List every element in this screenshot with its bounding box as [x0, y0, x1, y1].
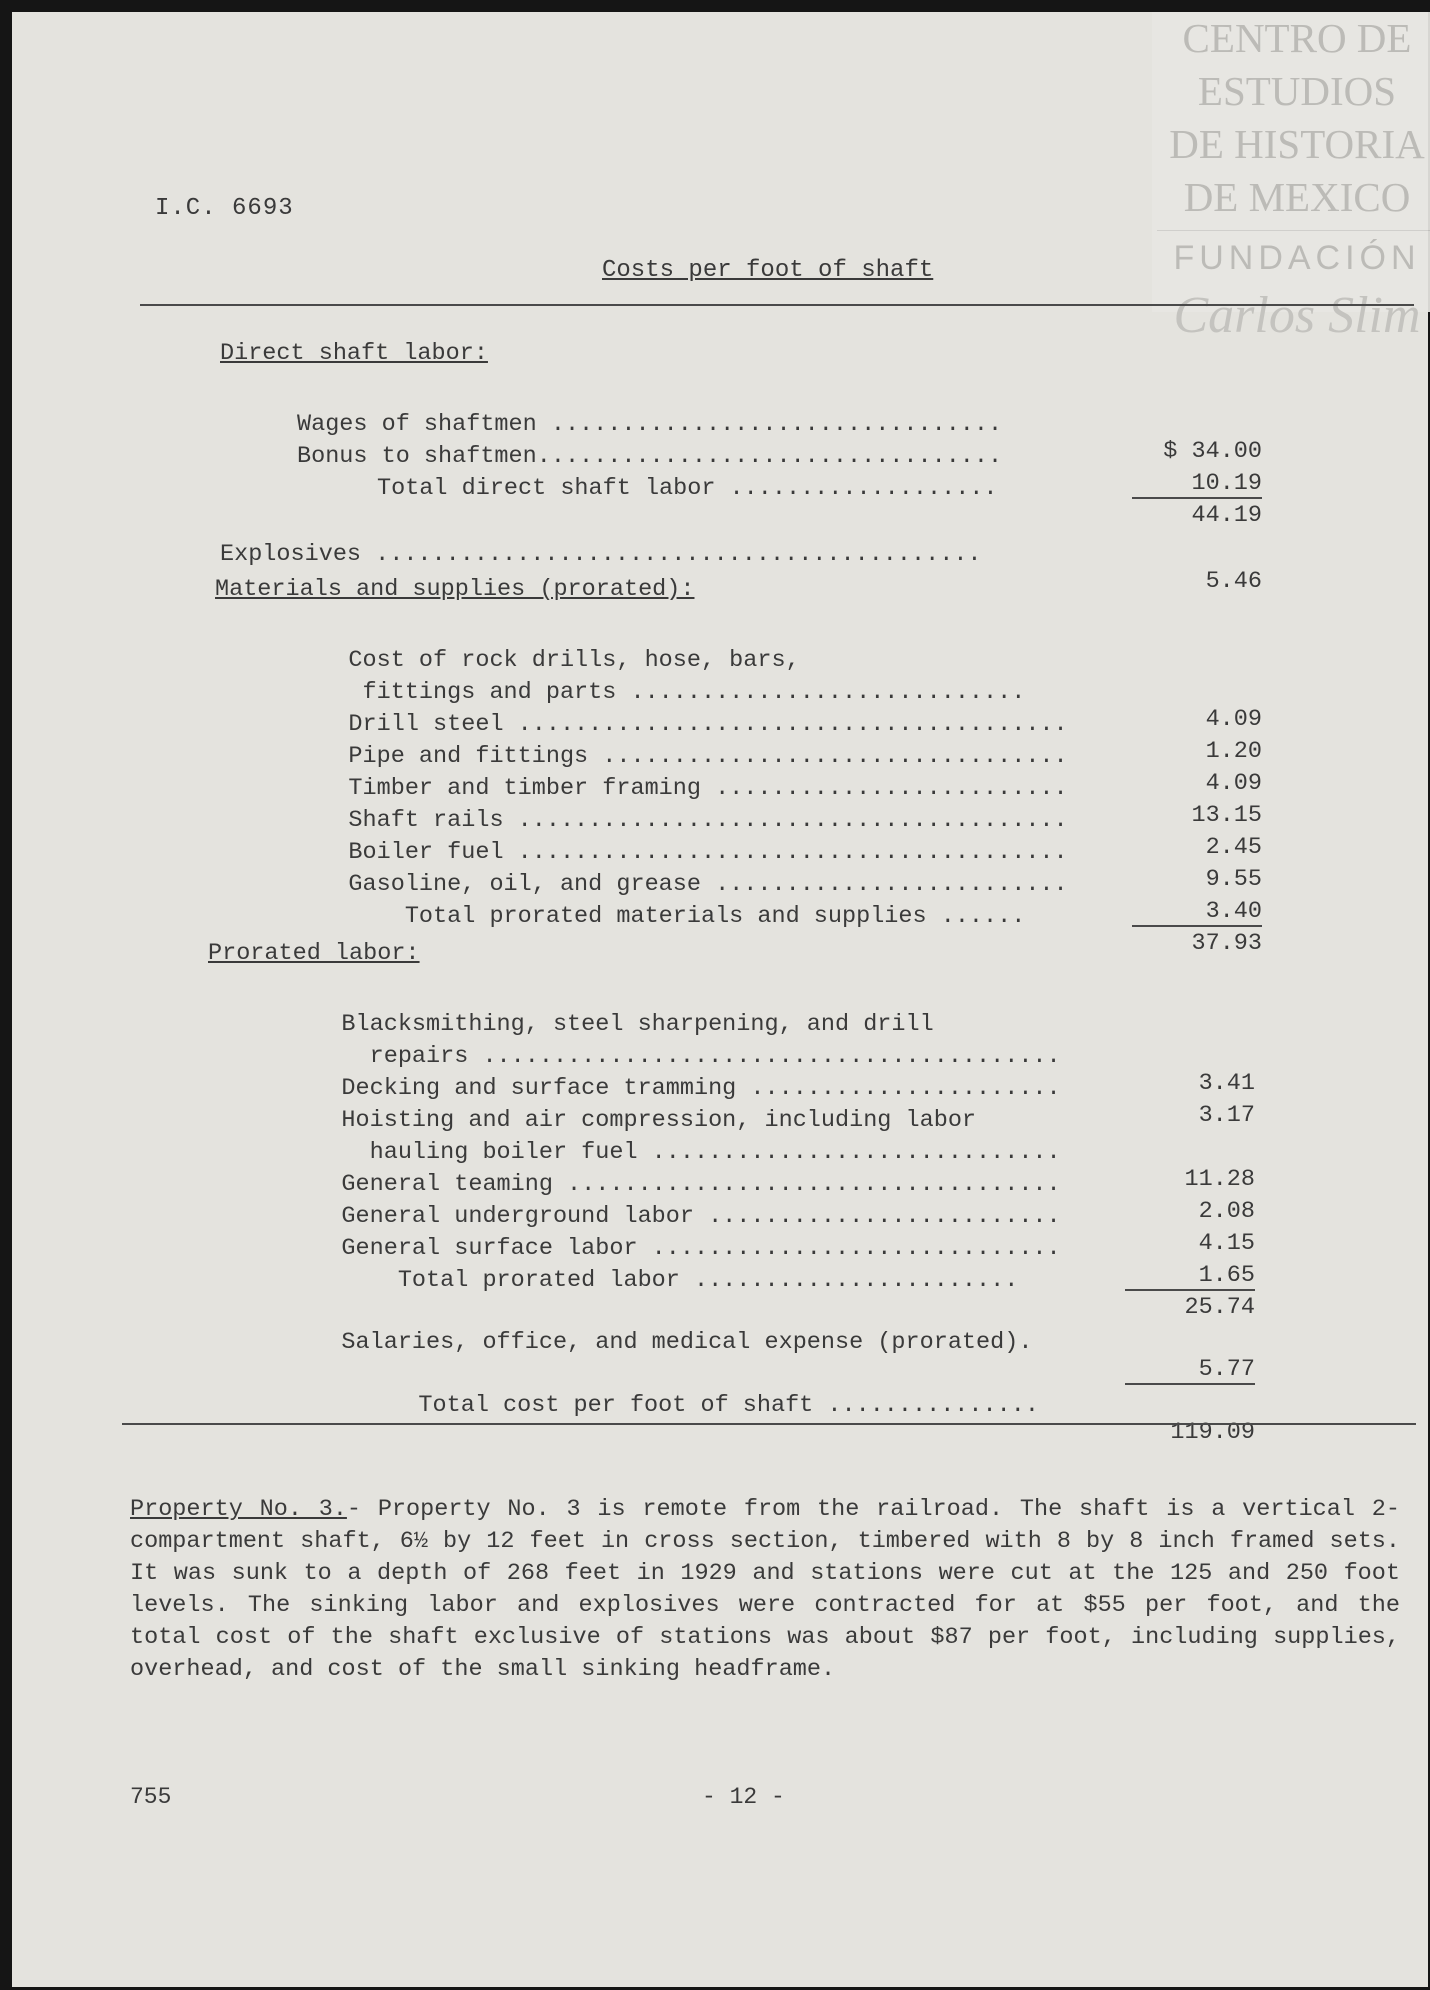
row-amount: 13.15	[1191, 802, 1262, 829]
row-label: repairs .........................................	[341, 1043, 1061, 1070]
row-amount: 10.19	[1132, 470, 1262, 499]
watermark-line: ESTUDIOS	[1197, 68, 1397, 114]
page-number: - 12 -	[702, 1784, 785, 1810]
row-label: Gasoline, oil, and grease .........................	[348, 871, 1068, 898]
row-label: Pipe and fittings .................................	[348, 743, 1068, 770]
watermark-signature: Carlos Slim	[1173, 287, 1421, 344]
row-label: hauling boiler fuel .............................	[341, 1139, 1061, 1166]
row-amount: 1.65	[1125, 1262, 1255, 1291]
row-amount: 11.28	[1184, 1166, 1255, 1193]
row-amount: 44.19	[1191, 502, 1262, 529]
footer-number: 755	[130, 1784, 172, 1810]
row-amount: 5.46	[1205, 568, 1262, 595]
row-amount: 119.09	[1170, 1419, 1255, 1446]
row-amount: 4.09	[1205, 770, 1262, 797]
row-label: General surface labor .............................	[341, 1235, 1061, 1262]
watermark-line: DE MEXICO	[1183, 174, 1411, 220]
row-label: General underground labor .........................	[341, 1203, 1061, 1230]
row-amount: 25.74	[1184, 1294, 1255, 1321]
row-amount: 3.41	[1198, 1070, 1255, 1097]
row-amount: $ 34.00	[1163, 438, 1262, 465]
section-heading-prorated-labor: Prorated labor:	[208, 940, 420, 967]
row-amount: 3.40	[1132, 898, 1262, 927]
row-label: Boiler fuel .......................................	[348, 839, 1068, 866]
row-amount: 5.77	[1125, 1356, 1255, 1385]
row-label: General teaming ...................................	[341, 1171, 1061, 1198]
row-label: Salaries, office, and medical expense (prorated).	[341, 1329, 1033, 1356]
row-label: Blacksmithing, steel sharpening, and drill	[341, 1011, 934, 1038]
archive-watermark	[1152, 12, 1430, 344]
row-label: Wages of shaftmen ................................	[297, 411, 1003, 438]
row-label: Timber and timber framing .........................	[348, 775, 1068, 802]
property-paragraph	[130, 1494, 1400, 1686]
row-label: Hoisting and air compression, including labor	[341, 1107, 977, 1134]
row-label: Total prorated materials and supplies ......	[348, 903, 1026, 930]
watermark-foundation: FUNDACIÓN	[1173, 239, 1421, 277]
row-amount: 4.09	[1205, 706, 1262, 733]
row-amount: 1.20	[1205, 738, 1262, 765]
row-label: Total cost per foot of shaft ...............	[418, 1392, 1039, 1419]
bottom-divider	[122, 1423, 1416, 1425]
row-label: Total prorated labor .......................	[341, 1267, 1019, 1294]
row-label: Bonus to shaftmen.................................	[297, 443, 1003, 470]
row-label: Cost of rock drills, hose, bars,	[348, 647, 800, 674]
row-amount: 3.17	[1198, 1102, 1255, 1129]
paragraph-text: - Property No. 3 is remote from the railroad. The shaft is a vertical 2-compartment shaft, 6½ by 12 feet in cross section, timbered with 8 by 8 inch framed sets. It was sunk to a depth of 268 feet in 1929 and stations were cut at the 125 and 250 foot levels. The sinking labor and explosives were contracted for at $55 per foot, and the total cost of the shaft exclusive of stations was about $87 per foot, including supplies, overhead, and cost of the small sinking headframe.	[130, 1496, 1400, 1683]
row-label: Decking and surface tramming ......................	[341, 1075, 1061, 1102]
watermark-divider	[1157, 230, 1430, 231]
row-amount: 9.55	[1205, 866, 1262, 893]
top-divider	[140, 304, 1414, 306]
row-amount: 2.08	[1198, 1198, 1255, 1225]
watermark-line: DE HISTORIA	[1169, 121, 1425, 167]
row-amount: 2.45	[1205, 834, 1262, 861]
row-label: fittings and parts ............................	[348, 679, 1026, 706]
section-heading-direct-labor: Direct shaft labor:	[220, 340, 488, 367]
row-label: Drill steel .......................................	[348, 711, 1068, 738]
row-amount: 37.93	[1191, 930, 1262, 957]
property-lead: Property No. 3.	[130, 1496, 347, 1523]
row-label: Explosives ...........................................	[220, 541, 982, 568]
row-label: Total direct shaft labor ...................	[377, 475, 998, 502]
row-label: Shaft rails .......................................	[348, 807, 1068, 834]
section-heading-materials: Materials and supplies (prorated):	[215, 576, 695, 603]
document-id: I.C. 6693	[155, 195, 294, 222]
row-amount: 4.15	[1198, 1230, 1255, 1257]
document-page	[12, 12, 1428, 1987]
page-title: Costs per foot of shaft	[602, 257, 934, 284]
watermark-line: CENTRO DE	[1182, 15, 1412, 61]
